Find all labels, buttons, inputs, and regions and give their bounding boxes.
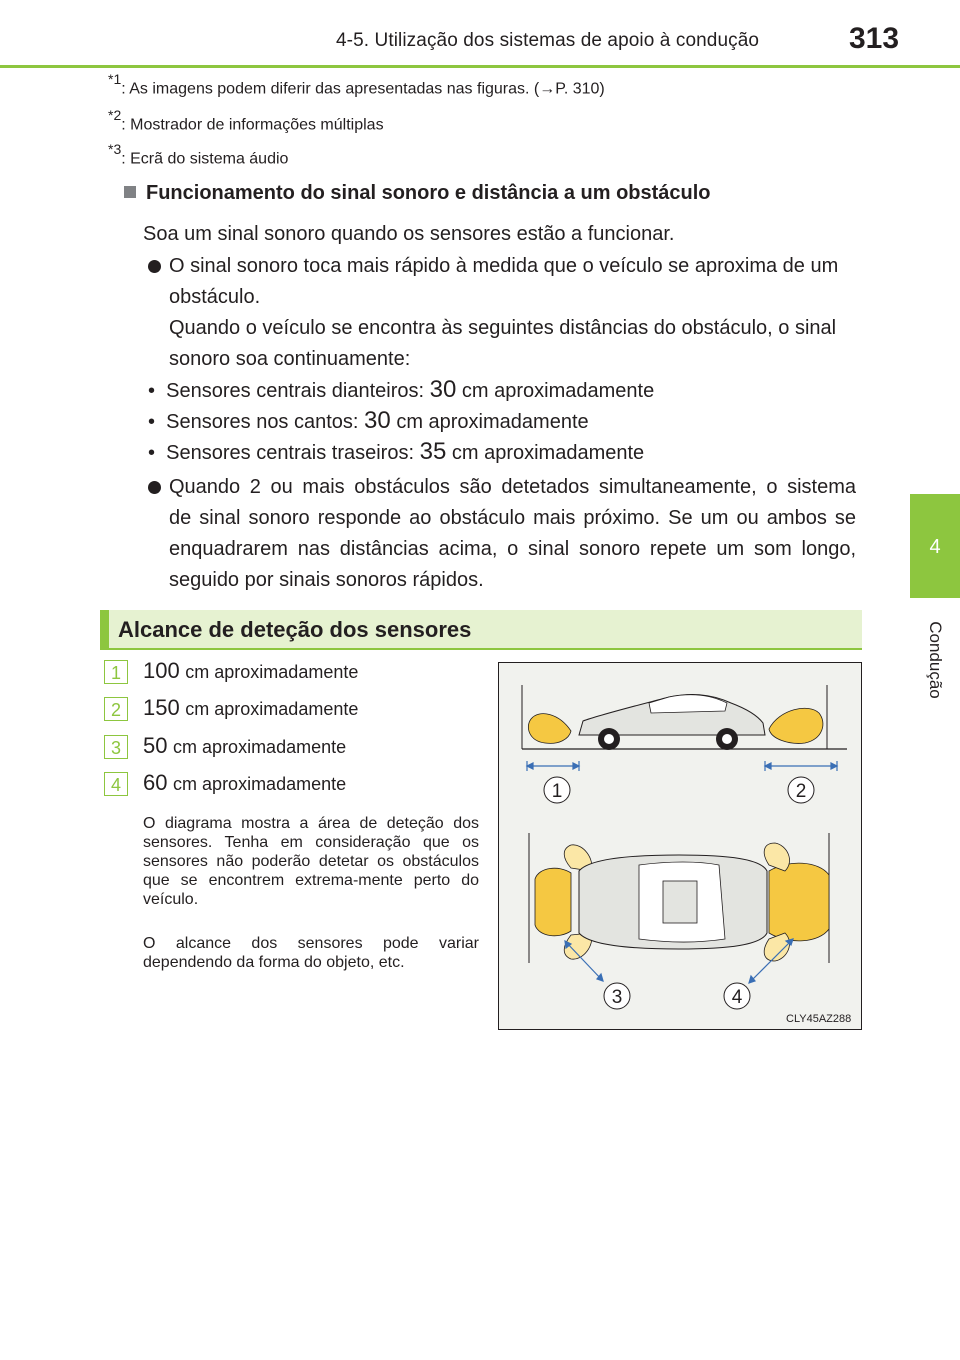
footnote-2: [108, 107, 384, 134]
item-number-4: 4: [104, 772, 128, 796]
note-range-variation: O alcance dos sensores pode variar dependendo da forma do objeto, etc.: [143, 935, 479, 971]
square-bullet-icon: [124, 186, 136, 198]
range-unit: cm aproximadamente: [185, 699, 359, 719]
range-value: 60: [143, 770, 168, 795]
range-value: 50: [143, 733, 168, 758]
chapter-number: 4: [929, 536, 941, 558]
header-rule: [0, 65, 960, 68]
top-view: [529, 833, 829, 963]
callout-label: 2: [795, 781, 807, 802]
footnote-marker: *2: [108, 107, 122, 123]
front-center-zone: [535, 868, 571, 936]
distance-unit: cm aproximadamente: [396, 411, 589, 433]
point1-line3: Quando o veículo se encontra às seguintes distâncias do obstáculo, o sinal: [169, 317, 837, 339]
footnote-marker: *3: [108, 141, 122, 157]
callout-label: 3: [611, 987, 623, 1008]
dot-bullet-icon: •: [148, 442, 156, 464]
distance-unit: cm aproximadamente: [461, 380, 655, 402]
callout-label: 4: [731, 987, 743, 1008]
distance-item: [148, 376, 654, 404]
side-view: [522, 685, 847, 750]
round-bullet-icon: [148, 481, 161, 494]
range-item-2: [143, 695, 358, 721]
footnote-marker: *1: [108, 71, 122, 87]
range-item-4: [143, 770, 346, 796]
round-bullet-icon: [148, 260, 161, 273]
range-item-3: [143, 733, 346, 759]
distance-label: Sensores centrais dianteiros:: [166, 380, 425, 402]
range-value: 150: [143, 695, 180, 720]
distance-value: 30: [364, 407, 391, 434]
range-unit: cm aproximadamente: [173, 737, 347, 757]
range-item-1: [143, 658, 358, 684]
footnote-text: : Ecrã do sistema áudio: [121, 150, 289, 168]
distance-item: [148, 438, 644, 466]
distance-value: 35: [419, 438, 447, 465]
sensor-diagram: [499, 663, 861, 1029]
callout-label: 1: [551, 781, 563, 802]
dot-bullet-icon: •: [148, 411, 156, 433]
chapter-label: [908, 610, 960, 710]
intro-paragraph: Soa um sinal sonoro quando os sensores estão a funcionar.: [143, 223, 675, 245]
section-title: Alcance de deteção dos sensores: [118, 617, 472, 642]
chapter-label-text: Condução: [926, 621, 945, 699]
item-number-1: 1: [104, 660, 128, 684]
section-bar-underline: [100, 648, 862, 650]
note-detection-area: O diagrama mostra a área de deteção dos sensores. Tenha em consideração que os sensores não poderão detetar os obstáculos que se encontrem extrema-mente perto do veículo.: [143, 815, 479, 908]
distance-unit: cm aproximadamente: [451, 442, 645, 464]
point1-line1: O sinal sonoro toca mais rápido à medida que o veículo se aproxima de um: [169, 255, 839, 277]
section-header-title: 4-5. Utilização dos sistemas de apoio à condução: [336, 30, 760, 51]
point2-line4: seguido por sinais sonoros rápidos.: [169, 569, 484, 591]
footnote-3: [108, 141, 289, 168]
callout-2: [788, 777, 814, 803]
point1-line2: obstáculo.: [169, 286, 261, 308]
distance-item: [148, 407, 589, 435]
range-unit: cm aproximadamente: [173, 774, 347, 794]
sensor-range-figure: [498, 662, 862, 1030]
figure-code: CLY45AZ288: [786, 1013, 852, 1025]
point2-line3: enquadrarem nas distâncias acima, o sinal sonoro repete um som longo,: [169, 538, 856, 560]
point2-line1: Quando 2 ou mais obstáculos são detetados simultaneamente, o sistema: [169, 476, 856, 498]
point1-line4: sonoro soa continuamente:: [169, 348, 411, 370]
footnote-text: : As imagens podem diferir das apresentadas nas figuras. (→P. 310): [121, 80, 605, 98]
distance-label: Sensores nos cantos:: [166, 411, 359, 433]
dimension-arrows-side: [527, 761, 837, 771]
section-bar-accent: [100, 610, 109, 650]
subsection-heading: [124, 182, 711, 205]
distance-label: Sensores centrais traseiros:: [166, 442, 415, 464]
rear-center-zone: [769, 863, 829, 941]
callout-4: [724, 983, 750, 1009]
subsection-heading-text: Funcionamento do sinal sonoro e distância a um obstáculo: [146, 182, 711, 204]
item-number-2: 2: [104, 697, 128, 721]
page-number: 313: [849, 22, 900, 55]
rear-zone-side: [769, 708, 823, 743]
footnote-1: [108, 71, 605, 98]
distance-value: 30: [429, 376, 457, 403]
footnote-text: : Mostrador de informações múltiplas: [121, 116, 384, 134]
range-unit: cm aproximadamente: [185, 662, 359, 682]
front-zone-side: [528, 714, 571, 744]
rear-left-corner-zone: [764, 843, 789, 871]
callout-1: [544, 777, 570, 803]
point2-line2: de sinal sonoro responde ao obstáculo mais próximo. Se um ou ambos se: [169, 507, 856, 529]
range-value: 100: [143, 658, 180, 683]
item-number-3: 3: [104, 735, 128, 759]
dot-bullet-icon: •: [148, 380, 156, 402]
callout-3: [604, 983, 630, 1009]
